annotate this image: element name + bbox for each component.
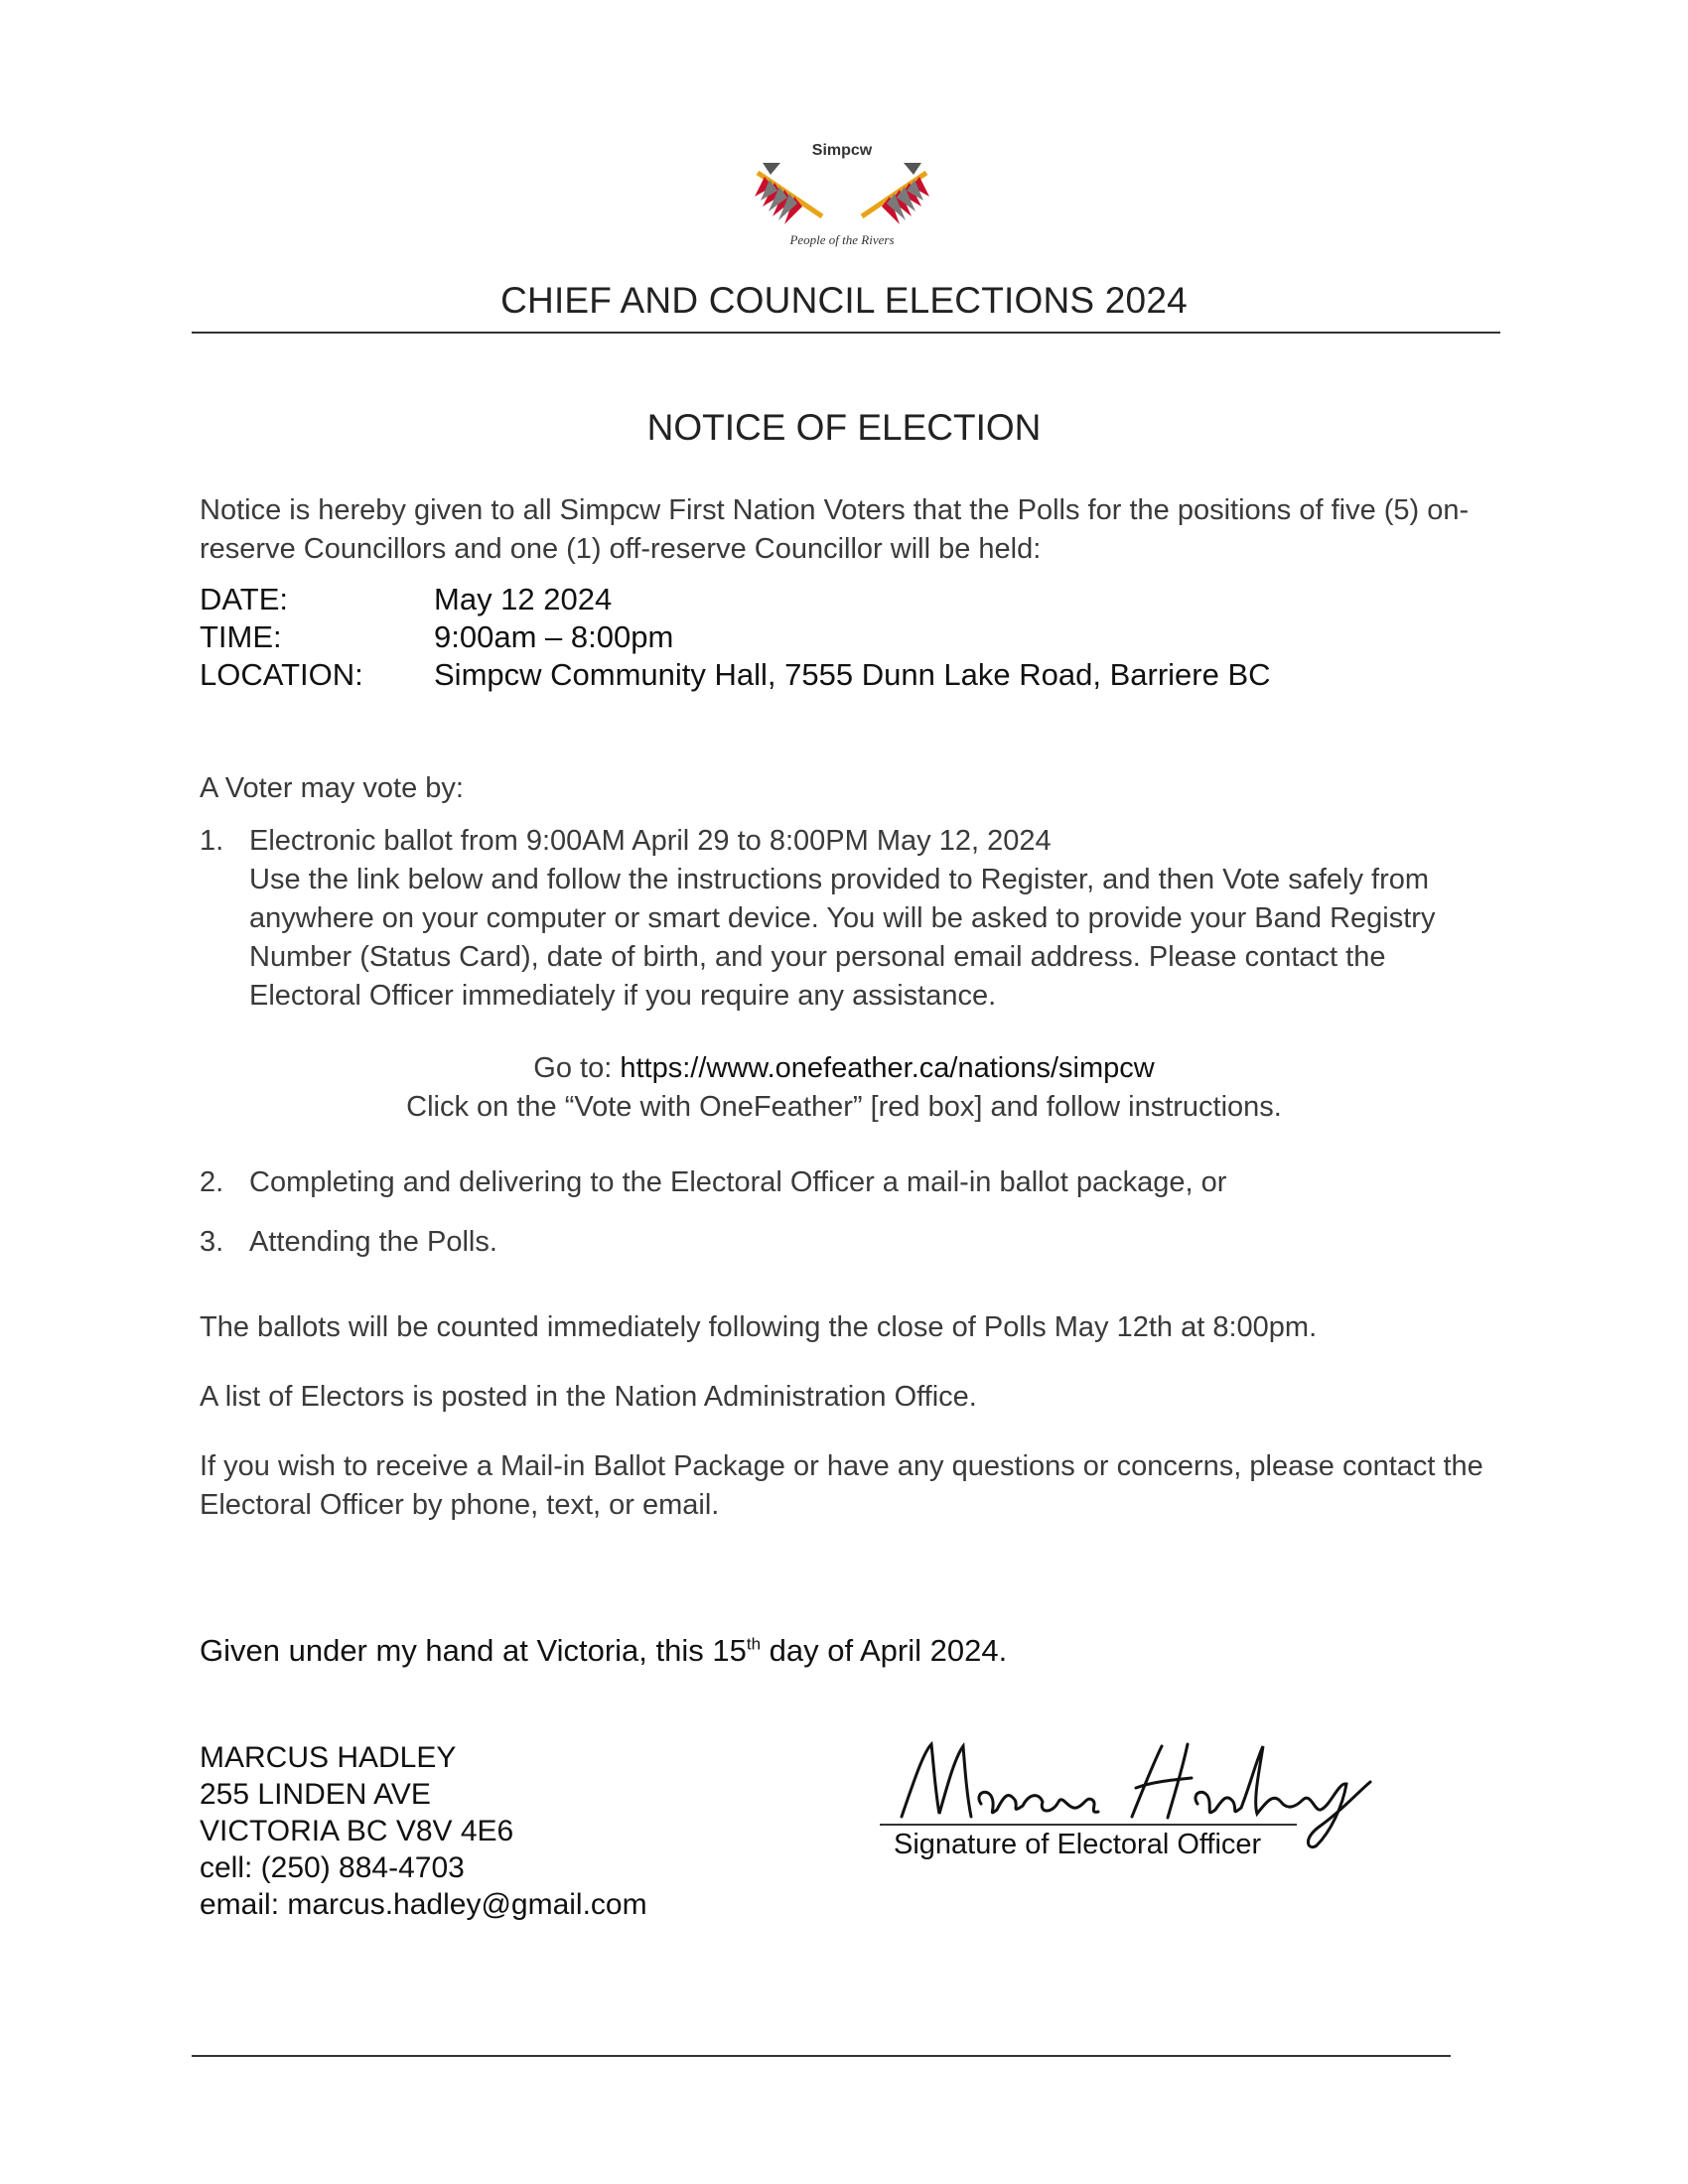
onefeather-link[interactable]: https://www.onefeather.ca/nations/simpcw bbox=[620, 1052, 1155, 1084]
detail-value: 9:00am – 8:00pm bbox=[434, 619, 674, 654]
voter-intro: A Voter may vote by: bbox=[200, 772, 464, 804]
detail-date bbox=[200, 581, 1271, 618]
detail-label: LOCATION: bbox=[200, 657, 363, 692]
officer-city: VICTORIA BC V8V 4E6 bbox=[200, 1815, 514, 1847]
title-divider bbox=[192, 332, 1500, 334]
given-ordinal: th bbox=[746, 1634, 762, 1654]
notice-heading: NOTICE OF ELECTION bbox=[646, 407, 1042, 448]
officer-street: 255 LINDEN AVE bbox=[200, 1778, 431, 1811]
intro-paragraph: Notice is hereby given to all Simpcw First Nation Voters that the Polls for the positions of five (5) on-reserve Councillors and one (1) off-reserve Councillor will be held: bbox=[200, 494, 1470, 565]
given-statement bbox=[200, 1633, 1007, 1669]
electors-notice: A list of Electors is posted in the Nation Administration Office. bbox=[200, 1381, 977, 1413]
list-number: 1. bbox=[200, 825, 224, 857]
count-notice: The ballots will be counted immediately following the close of Polls May 12th at 8:00pm. bbox=[200, 1311, 1318, 1343]
page-title: CHIEF AND COUNCIL ELECTIONS 2024 bbox=[500, 280, 1188, 321]
officer-cell: cell: (250) 884-4703 bbox=[200, 1851, 465, 1884]
footer-divider bbox=[192, 2055, 1451, 2057]
svg-text:Simpcw: Simpcw bbox=[811, 142, 873, 159]
detail-value: May 12 2024 bbox=[434, 582, 613, 616]
given-text: Given under my hand at Victoria, this 15 bbox=[200, 1633, 747, 1668]
signature-line bbox=[880, 1824, 1297, 1826]
list-text: Attending the Polls. bbox=[249, 1226, 497, 1258]
detail-value: Simpcw Community Hall, 7555 Dunn Lake Road, Barriere BC bbox=[434, 657, 1271, 692]
detail-label: DATE: bbox=[200, 582, 288, 616]
click-instruction: Click on the “Vote with OneFeather” [red box] and follow instructions. bbox=[406, 1091, 1282, 1123]
officer-contact bbox=[200, 1739, 647, 1923]
list-number: 2. bbox=[200, 1166, 224, 1198]
svg-text:People of the Rivers: People of the Rivers bbox=[789, 232, 895, 247]
mail-notice: If you wish to receive a Mail-in Ballot Package or have any questions or concerns, please contact the Electoral Officer by phone, text, or email. bbox=[200, 1450, 1483, 1521]
list-item bbox=[200, 1163, 1500, 1202]
list-detail: Use the link below and follow the instructions provided to Register, and then Vote safely from anywhere on your computer or smart device. You will be asked to provide your Band Registry Number (Status Card), date of birth, and your personal email address. Please contact the Electoral Officer immediately if you require any assistance. bbox=[249, 864, 1436, 1012]
goto-line bbox=[189, 1049, 1499, 1088]
list-text: Completing and delivering to the Electoral Officer a mail-in ballot package, or bbox=[249, 1166, 1227, 1198]
list-number: 3. bbox=[200, 1226, 224, 1258]
detail-label: TIME: bbox=[200, 619, 282, 654]
detail-time bbox=[200, 618, 1271, 656]
goto-prefix: Go to: bbox=[533, 1052, 621, 1084]
list-item bbox=[200, 1223, 1500, 1262]
simpcw-logo bbox=[743, 135, 941, 254]
given-text-end: day of April 2024. bbox=[761, 1633, 1008, 1668]
list-item bbox=[200, 822, 1500, 1016]
signature-label: Signature of Electoral Officer bbox=[894, 1829, 1262, 1860]
list-text: Electronic ballot from 9:00AM April 29 to 8:00PM May 12, 2024 bbox=[249, 825, 1052, 857]
detail-location bbox=[200, 656, 1271, 694]
officer-name: MARCUS HADLEY bbox=[200, 1741, 457, 1774]
feathers-logo-icon bbox=[743, 135, 941, 254]
officer-email: email: marcus.hadley@gmail.com bbox=[200, 1888, 647, 1921]
election-details bbox=[200, 581, 1271, 694]
